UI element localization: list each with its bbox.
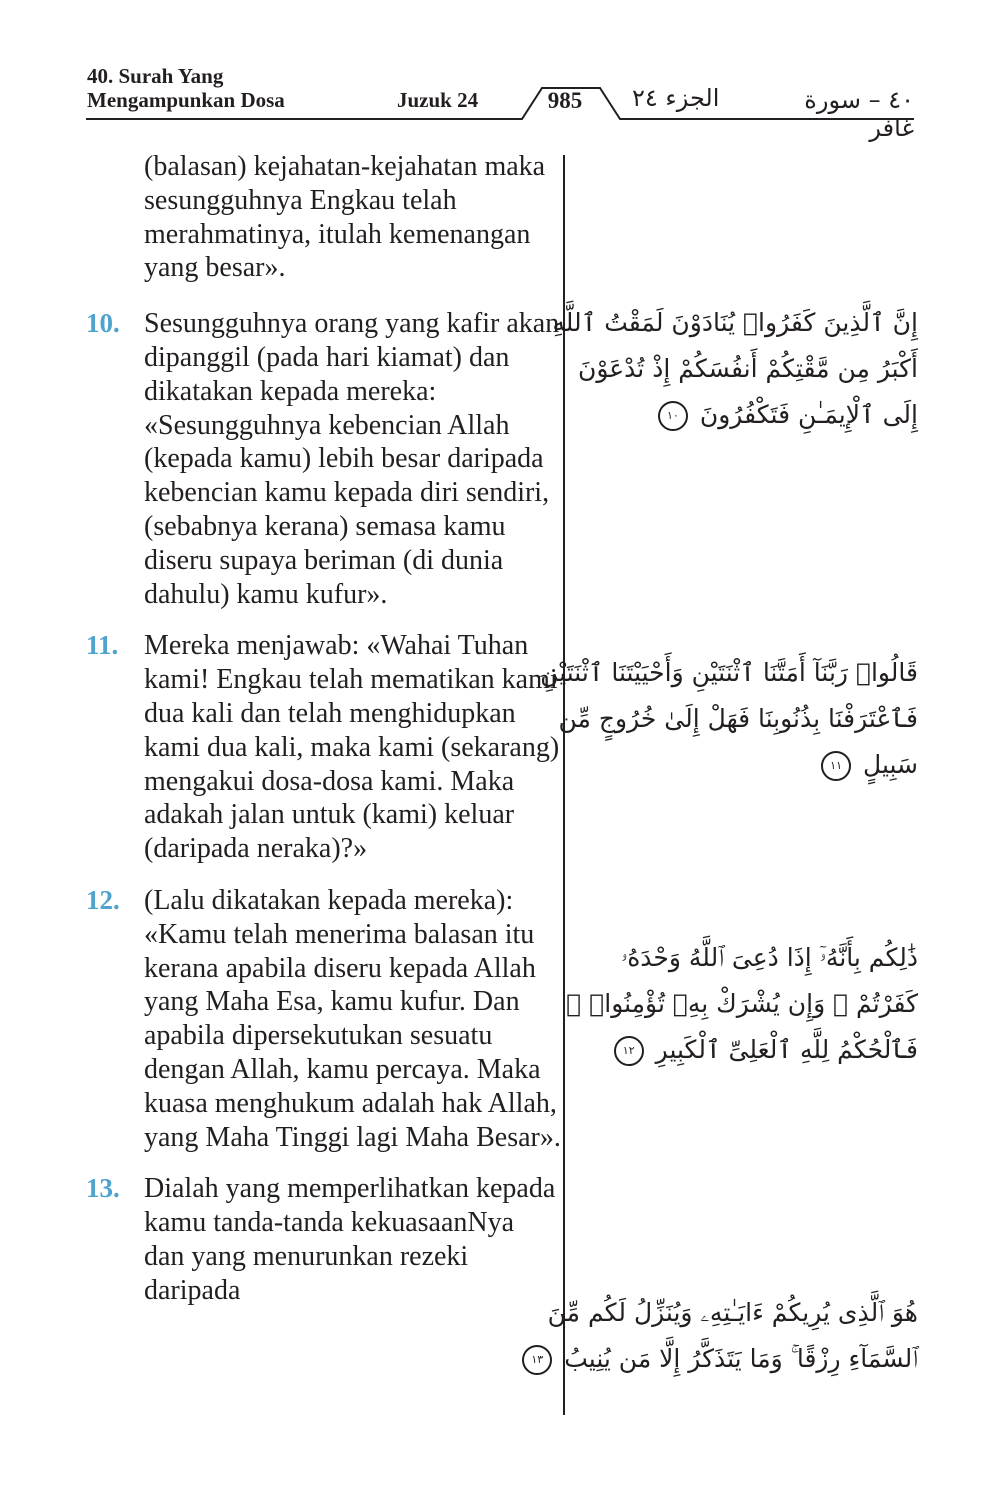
arabic-line: هُوَ ٱلَّذِى يُرِيكُمْ ءَايَـٰتِهِۦ وَيُنَزِّلُ لَكُم مِّنَ xyxy=(547,1298,918,1327)
verse-13-arabic xyxy=(531,1290,918,1382)
verse-text: Dialah yang memperlihatkan kepada kamu tanda-tanda kekuasaanNya dan yang menurunkan rezeki daripada xyxy=(144,1173,556,1306)
ayah-end-marker: ١١ xyxy=(821,751,851,781)
verse-number: 11. xyxy=(86,630,119,661)
arabic-line-last xyxy=(590,392,918,438)
page-header xyxy=(0,0,1000,142)
arabic-line: كَفَرْتُمْ ۖ وَإِن يُشْرَكْ بِهِۦ تُؤْمِنُوا۟ ۚ xyxy=(566,989,918,1018)
arabic-line-last xyxy=(590,742,918,788)
verse-number: 10. xyxy=(86,308,120,339)
juzuk-label: Juzuk 24 xyxy=(397,88,479,112)
surah-title-line-1: 40. Surah Yang xyxy=(87,64,224,88)
ayah-end-marker: ١٢ xyxy=(614,1036,644,1066)
arabic-line: فَٱعْتَرَفْنَا بِذُنُوبِنَا فَهَلْ إِلَىٰ خُرُوجٍ مِّن xyxy=(558,704,918,733)
translation-column xyxy=(86,150,561,1308)
arabic-line-text: سَبِيلٍ xyxy=(863,750,918,779)
arabic-line-text: ٱلسَّمَآءِ رِزْقًا ۚ وَمَا يَتَذَكَّرُ إِلَّا مَن يُنِيبُ xyxy=(564,1344,918,1373)
verse-12-arabic xyxy=(566,935,918,1073)
arabic-line-text: فَٱلْحُكْمُ لِلَّهِ ٱلْعَلِىِّ ٱلْكَبِيرِ xyxy=(655,1035,918,1064)
arabic-line-last xyxy=(531,1336,918,1382)
juz-label-arabic: الجزء ٢٤ xyxy=(632,84,720,112)
arabic-line: ذَٰلِكُم بِأَنَّهُۥٓ إِذَا دُعِىَ ٱللَّهُ وَحْدَهُۥ xyxy=(620,943,918,972)
verse-number: 13. xyxy=(86,1173,120,1204)
verse-text: Sesungguhnya orang yang kafir akan dipanggil (pada hari kiamat) dan dikatakan kepada mereka: «Sesungguhnya kebencian Allah (kepada kamu) lebih besar daripada kebencian kamu kepada diri sendiri, (sebabnya kerana) semasa kamu diseru supaya beriman (di dunia dahulu) kamu kufur». xyxy=(144,308,560,610)
verse-number: 12. xyxy=(86,884,120,915)
continuation-text: (balasan) kejahatan-kejahatan maka sesungguhnya Engkau telah merahmatinya, itulah kemenangan yang besar». xyxy=(144,151,546,284)
arabic-line-last xyxy=(590,1027,918,1073)
arabic-line: أَكْبَرُ مِن مَّقْتِكُمْ أَنفُسَكُمْ إِذْ تُدْعَوْنَ xyxy=(577,354,918,383)
ayah-end-marker: ١٠ xyxy=(658,401,688,431)
verse-text: (Lalu dikatakan kepada mereka): «Kamu telah menerima balasan itu kerana apabila diseru kepada Allah yang Maha Esa, kamu kufur. Dan apabila dipersekutukan sesuatu dengan Allah, kamu percaya. Maka kuasa menghukum adalah hak Allah, yang Maha Tinggi lagi Maha Besar». xyxy=(144,884,561,1153)
verse-11-translation xyxy=(86,629,561,866)
verse-12-translation xyxy=(86,884,561,1154)
verse-11-arabic xyxy=(540,650,918,788)
page-number: 985 xyxy=(547,88,583,113)
arabic-line: إِنَّ ٱلَّذِينَ كَفَرُوا۟ يُنَادَوْنَ لَمَقْتُ ٱللَّهِ xyxy=(552,308,918,337)
arabic-line-text: إِلَى ٱلْإِيمَـٰنِ فَتَكْفُرُونَ xyxy=(699,400,918,429)
surah-title-line-2: Mengampunkan Dosa xyxy=(87,88,285,112)
verse-10-arabic xyxy=(552,300,918,438)
ayah-end-marker: ١٣ xyxy=(522,1345,552,1375)
verse-10-translation xyxy=(86,307,561,611)
verse-13-translation xyxy=(86,1172,561,1307)
arabic-line: قَالُوا۟ رَبَّنَآ أَمَتَّنَا ٱثْنَتَيْنِ وَأَحْيَيْتَنَا ٱثْنَتَيْنِ xyxy=(540,658,918,687)
verse-text: Mereka menjawab: «Wahai Tuhan kami! Engkau telah mematikan kami dua kali dan telah menghidupkan kami dua kali, maka kami (sekarang) mengakui dosa-dosa kami. Maka adakah jalan untuk (kami) keluar (daripada neraka)?» xyxy=(144,630,560,865)
surah-title-arabic: ٤٠ – سورة غافر xyxy=(804,86,914,142)
